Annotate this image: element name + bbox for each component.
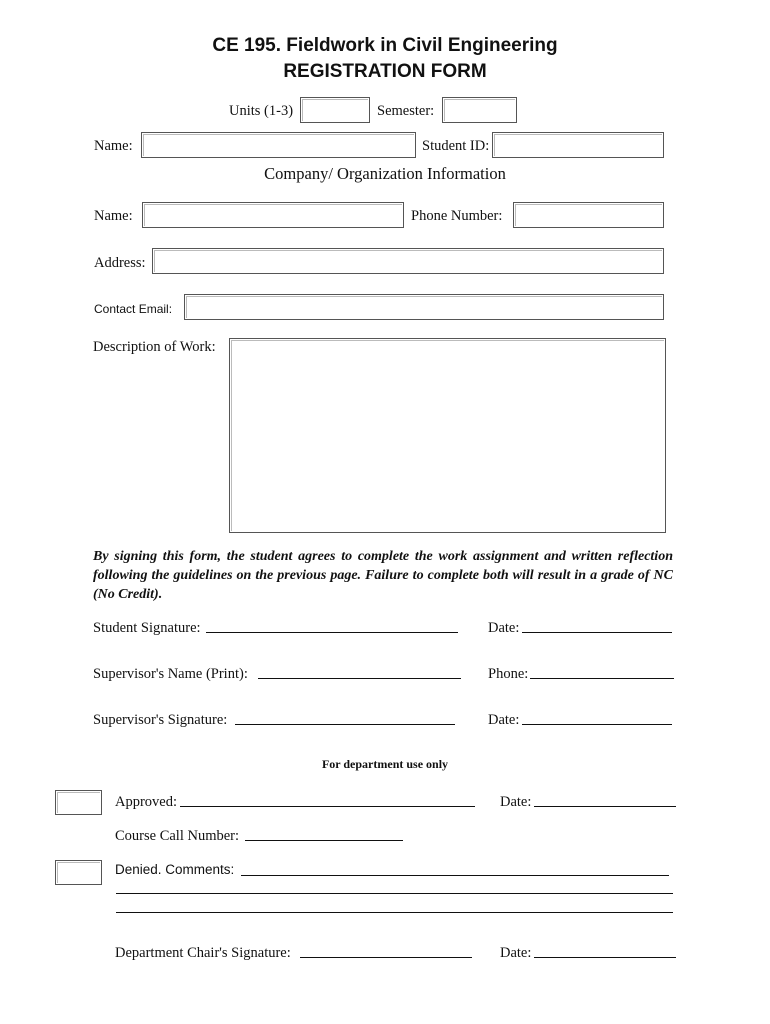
supervisor-signature-label: Supervisor's Signature: (93, 712, 228, 728)
student-name-field[interactable] (141, 132, 416, 158)
department-use-heading: For department use only (321, 757, 449, 771)
description-label: Description of Work: (93, 339, 216, 355)
supervisor-name-line[interactable] (258, 678, 461, 679)
company-name-field[interactable] (142, 202, 404, 228)
chair-signature-label: Department Chair's Signature: (115, 945, 291, 961)
student-signature-line[interactable] (206, 632, 458, 633)
student-signature-label: Student Signature: (93, 620, 201, 636)
units-label: Units (1-3) (229, 103, 294, 119)
semester-field[interactable] (442, 97, 517, 123)
student-date-label: Date: (488, 620, 520, 636)
address-label: Address: (94, 255, 146, 271)
contact-email-field[interactable] (184, 294, 664, 320)
approved-label: Approved: (115, 794, 178, 810)
student-id-label: Student ID: (422, 138, 490, 154)
student-name-label: Name: (94, 138, 133, 154)
units-field[interactable] (300, 97, 370, 123)
denied-comments-line-3[interactable] (116, 912, 673, 913)
chair-signature-line[interactable] (300, 957, 472, 958)
approved-date-line[interactable] (534, 806, 676, 807)
company-section-title: Company/ Organization Information (264, 164, 506, 183)
semester-label: Semester: (377, 103, 435, 119)
form-subtitle: REGISTRATION FORM (283, 61, 487, 82)
description-field[interactable] (229, 338, 666, 533)
student-id-field[interactable] (492, 132, 664, 158)
company-name-label: Name: (94, 208, 133, 224)
supervisor-signature-line[interactable] (235, 724, 455, 725)
contact-email-label: Contact Email: (94, 302, 173, 316)
supervisor-phone-label: Phone: (488, 666, 529, 682)
chair-date-label: Date: (500, 945, 532, 961)
chair-date-line[interactable] (534, 957, 676, 958)
course-call-number-label: Course Call Number: (115, 828, 240, 844)
student-date-line[interactable] (522, 632, 672, 633)
agreement-text: By signing this form, the student agrees to complete the work assignment and written reflection following the guidelines on the previous page. Failure to complete both will result in a grade of NC (No Credit). (93, 549, 673, 602)
supervisor-name-label: Supervisor's Name (Print): (93, 666, 248, 682)
supervisor-date-line[interactable] (522, 724, 672, 725)
denied-checkbox[interactable] (55, 860, 102, 885)
form-title: CE 195. Fieldwork in Civil Engineering (212, 35, 558, 56)
course-call-number-line[interactable] (245, 840, 403, 841)
company-phone-field[interactable] (513, 202, 664, 228)
supervisor-date-label: Date: (488, 712, 520, 728)
approved-date-label: Date: (500, 794, 532, 810)
company-phone-label: Phone Number: (411, 208, 503, 224)
address-field[interactable] (152, 248, 664, 274)
denied-comments-line-1[interactable] (241, 875, 669, 876)
denied-comments-line-2[interactable] (116, 893, 673, 894)
approved-line[interactable] (180, 806, 475, 807)
supervisor-phone-line[interactable] (530, 678, 674, 679)
denied-comments-label: Denied. Comments: (115, 862, 235, 877)
approved-checkbox[interactable] (55, 790, 102, 815)
